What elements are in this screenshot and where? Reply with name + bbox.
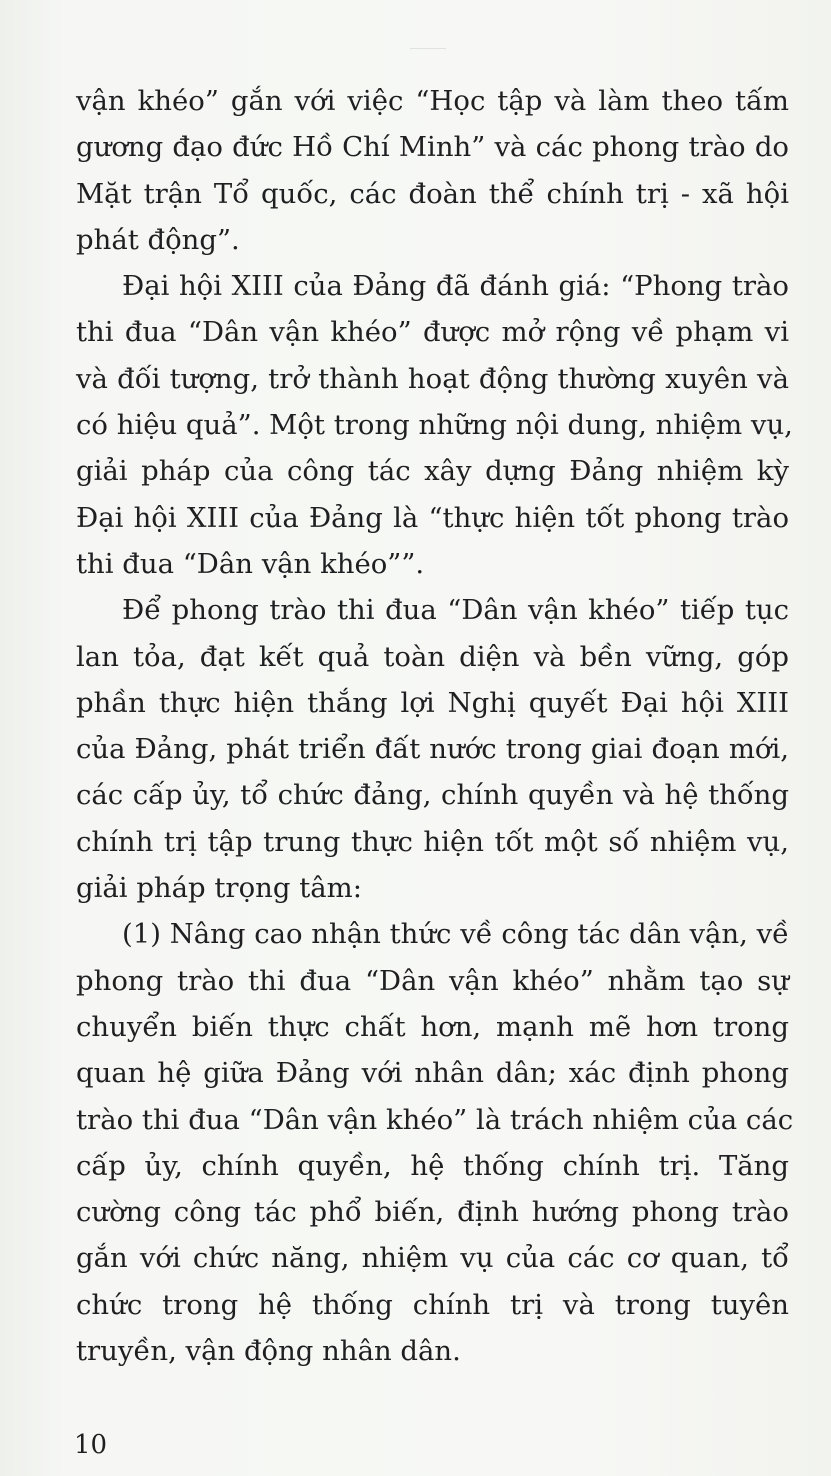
page-number: 10	[74, 1430, 108, 1460]
body-text	[76, 78, 794, 1374]
scan-artifact	[410, 48, 446, 49]
text-line: gương đạo đức Hồ Chí Minh” và các phong trào do	[76, 131, 789, 164]
text-line: chuyển biến thực chất hơn, mạnh mẽ hơn trong	[76, 1010, 789, 1043]
text-line: phát động”.	[76, 223, 240, 256]
text-line: cường công tác phổ biến, định hướng phong trào	[76, 1196, 789, 1229]
text-line: lan tỏa, đạt kết quả toàn diện và bền vững, góp	[76, 640, 789, 673]
text-line: trào thi đua “Dân vận khéo” là trách nhiệm của các	[76, 1103, 794, 1136]
text-line: các cấp ủy, tổ chức đảng, chính quyền và hệ thống	[76, 779, 789, 812]
text-line: giải pháp của công tác xây dựng Đảng nhiệm kỳ	[76, 455, 789, 488]
text-line: cấp ủy, chính quyền, hệ thống chính trị. Tăng	[76, 1149, 789, 1182]
text-line: chức trong hệ thống chính trị và trong tuyên	[76, 1288, 789, 1321]
text-line: truyền, vận động nhân dân.	[76, 1335, 461, 1368]
paragraph-first-line: Đại hội XIII của Đảng đã đánh giá: “Phong trào	[122, 270, 789, 303]
text-line: Mặt trận Tổ quốc, các đoàn thể chính trị - xã hội	[76, 177, 789, 210]
text-line: chính trị tập trung thực hiện tốt một số nhiệm vụ,	[76, 825, 789, 858]
text-line: vận khéo” gắn với việc “Học tập và làm theo tấm	[76, 85, 789, 117]
text-line: phong trào thi đua “Dân vận khéo” nhằm tạo sự	[76, 964, 789, 997]
paragraph-first-line: Để phong trào thi đua “Dân vận khéo” tiếp tục	[122, 594, 789, 627]
text-line: thi đua “Dân vận khéo” được mở rộng về phạm vi	[76, 316, 789, 349]
text-line: Đại hội XIII của Đảng là “thực hiện tốt phong trào	[76, 501, 789, 534]
text-line: thi đua “Dân vận khéo””.	[76, 547, 425, 580]
text-line: quan hệ giữa Đảng với nhân dân; xác định phong	[76, 1057, 789, 1090]
paragraph-first-line: (1) Nâng cao nhận thức về công tác dân vận, về	[122, 918, 790, 951]
text-line: và đối tượng, trở thành hoạt động thường xuyên và	[76, 362, 789, 395]
text-line: giải pháp trọng tâm:	[76, 872, 362, 905]
text-line: phần thực hiện thắng lợi Nghị quyết Đại hội XIII	[76, 686, 789, 719]
text-line: gắn với chức năng, nhiệm vụ của các cơ quan, tổ	[76, 1242, 789, 1275]
text-line: của Đảng, phát triển đất nước trong giai đoạn mới,	[76, 733, 789, 766]
text-line: có hiệu quả”. Một trong những nội dung, nhiệm vụ,	[76, 409, 793, 442]
